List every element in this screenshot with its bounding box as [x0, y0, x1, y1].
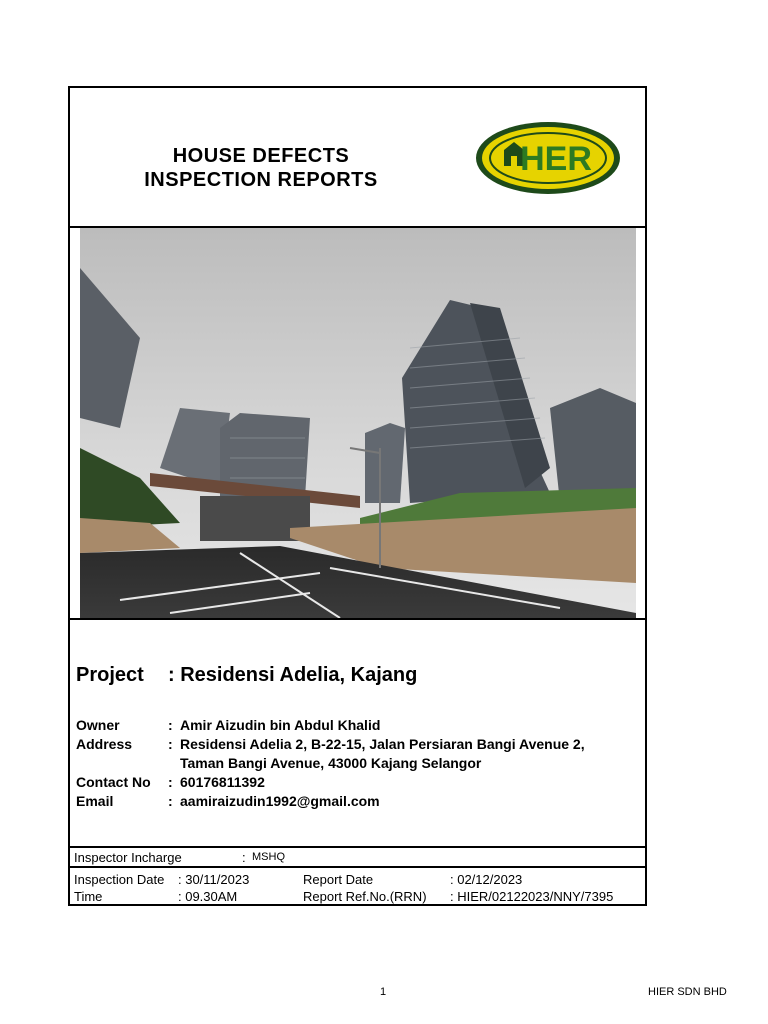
report-title — [116, 144, 406, 192]
separator: : — [168, 774, 173, 790]
project-label: Project — [76, 664, 144, 686]
time-label: Time — [74, 889, 103, 904]
address-row — [76, 735, 640, 773]
email-row — [76, 792, 640, 811]
inspection-date-label: Inspection Date — [74, 872, 165, 887]
address-value — [180, 735, 640, 773]
project-info-section — [70, 620, 645, 848]
logo-text: HER — [520, 140, 592, 178]
separator: : — [168, 793, 173, 809]
contact-value: 60176811392 — [180, 774, 265, 790]
title-line-1: HOUSE DEFECTS — [172, 145, 350, 167]
email-label: Email — [76, 793, 114, 809]
time-value: : 09.30AM — [178, 889, 238, 904]
address-label: Address — [76, 736, 133, 752]
report-ref-label: Report Ref.No.(RRN) — [303, 889, 427, 904]
owner-value: Amir Aizudin bin Abdul Khalid — [180, 717, 381, 733]
separator: : — [242, 850, 246, 865]
hier-logo — [474, 120, 622, 196]
report-cover-frame — [68, 86, 647, 906]
inspector-label: Inspector Incharge — [74, 850, 182, 865]
report-date-value: : 02/12/2023 — [450, 872, 523, 887]
footer-company: HIER SDN BHD — [648, 986, 727, 998]
inspector-value: MSHQ — [252, 851, 285, 863]
photo-section — [70, 228, 645, 620]
project-heading — [76, 664, 417, 687]
inspector-row — [70, 848, 645, 868]
separator: : — [168, 717, 173, 733]
report-dates — [70, 868, 645, 906]
report-ref-value: : HIER/02122023/NNY/7395 — [450, 889, 614, 904]
inspection-date-value: : 30/11/2023 — [178, 872, 250, 887]
separator: : — [168, 736, 173, 752]
title-line-2: INSPECTION REPORTS — [144, 169, 378, 191]
contact-label: Contact No — [76, 774, 151, 790]
page-number: 1 — [380, 986, 387, 998]
owner-row — [76, 716, 640, 735]
address-line-1: Residensi Adelia 2, B-22-15, Jalan Persiaran Bangi Avenue 2, — [180, 736, 585, 752]
contact-row — [76, 773, 640, 792]
email-value: aamiraizudin1992@gmail.com — [180, 793, 380, 809]
owner-details — [76, 716, 640, 811]
report-header — [70, 88, 645, 228]
building-photo — [80, 228, 636, 618]
address-line-2: Taman Bangi Avenue, 43000 Kajang Selangor — [180, 755, 482, 771]
project-value: : Residensi Adelia, Kajang — [168, 664, 418, 686]
report-date-label: Report Date — [303, 872, 374, 887]
owner-label: Owner — [76, 717, 120, 733]
